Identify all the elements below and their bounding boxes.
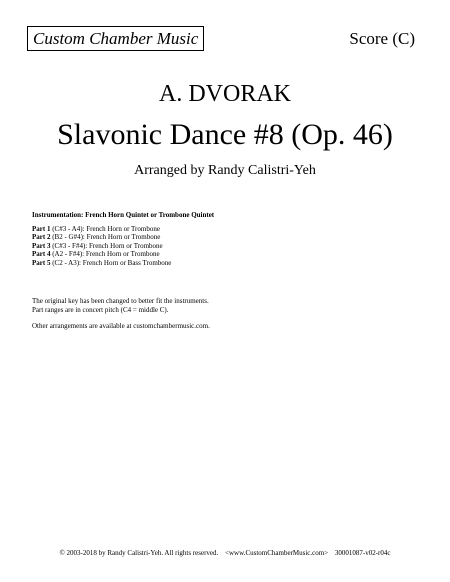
piece-title: Slavonic Dance #8 (Op. 46)	[57, 118, 393, 151]
part-name: Part 3	[32, 241, 51, 250]
list-item	[32, 259, 171, 267]
part-detail: (B2 - G#4): French Horn or Trombone	[50, 233, 161, 242]
score-label: Score (C)	[349, 29, 415, 48]
publisher-name: Custom Chamber Music	[33, 29, 199, 48]
part-name: Part 2	[32, 233, 51, 242]
composer-name: A. DVORAK	[159, 81, 291, 107]
list-item	[32, 242, 171, 250]
catalog-code: 30001087-v02-r04c	[334, 549, 391, 557]
part-name: Part 1	[32, 225, 51, 233]
part-name: Part 4	[32, 250, 51, 259]
list-item	[32, 250, 171, 258]
part-name: Part 5	[32, 258, 51, 267]
arranger-credit: Arranged by Randy Calistri-Yeh	[134, 163, 316, 178]
copyright-footer	[0, 549, 450, 558]
other-arrangements-note: Other arrangements are available at customchambermusic.com.	[32, 322, 210, 330]
list-item	[32, 225, 171, 233]
note-concert-pitch: Part ranges are in concert pitch (C4 = middle C).	[32, 305, 169, 314]
parts-list	[32, 225, 171, 267]
copyright-text: © 2003-2018 by Randy Calistri-Yeh. All rights reserved.	[59, 549, 219, 557]
website-text: <www.CustomChamberMusic.com>	[225, 549, 329, 557]
part-detail: (C#3 - F#4): French Horn or Trombone	[50, 241, 163, 250]
part-detail: (A2 - F#4): French Horn or Trombone	[50, 250, 160, 259]
part-detail: (C#3 - A4): French Horn or Trombone	[50, 225, 160, 233]
instrumentation-line: Instrumentation: French Horn Quintet or Trombone Quintet	[32, 211, 215, 219]
arrangement-notes	[32, 297, 209, 314]
note-key-change: The original key has been changed to better fit the instruments.	[32, 297, 209, 305]
publisher-logo-box	[27, 26, 204, 51]
part-detail: (C2 - A3): French Horn or Bass Trombone	[50, 258, 172, 267]
list-item	[32, 233, 171, 241]
